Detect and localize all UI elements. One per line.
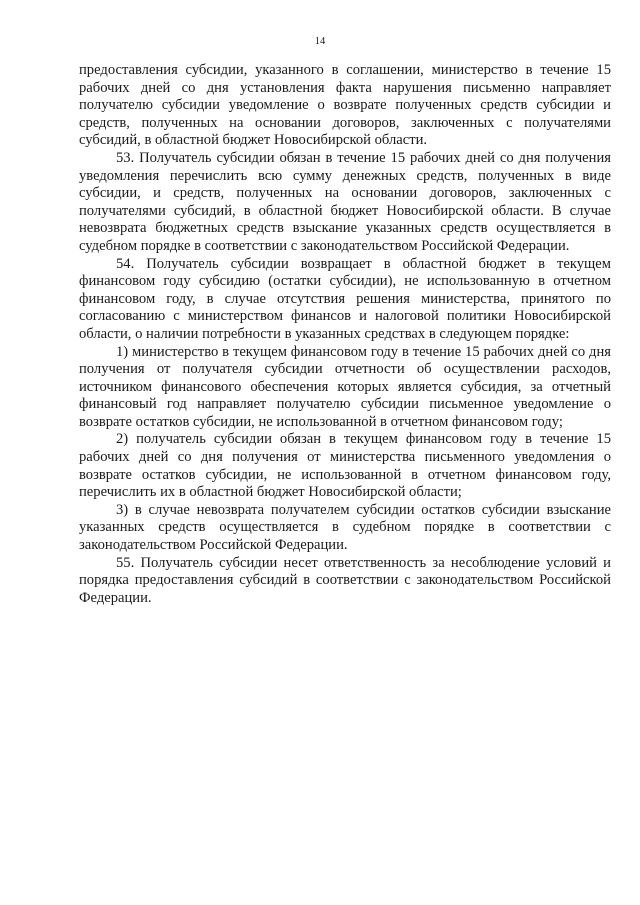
paragraph-subitem-1: 1) министерство в текущем финансовом году в течение 15 рабочих дней со дня получения от получателя субсидии отчетности об осуществлении расходов, источником финансового обеспечения которых является субсидия, за отчетный финансовый год направляет получателю субсидии письменное уведомление о возврате остатков субсидии, не использованной в отчетном финансовом году; xyxy=(79,343,611,430)
page-number: 14 xyxy=(314,36,326,47)
paragraph-subitem-2: 2) получатель субсидии обязан в текущем финансовом году в течение 15 рабочих дней со дня получения от министерства письменного уведомления о возврате остатков субсидии, не использованной в отчетном финансовом году, перечислить их в областной бюджет Новосибирской области; xyxy=(79,431,611,501)
paragraph-item-55: 55. Получатель субсидии несет ответственность за несоблюдение условий и порядка предоставления субсидий в соответствии с законодательством Российской Федерации. xyxy=(79,554,611,606)
paragraph-item-53: 53. Получатель субсидии обязан в течение 15 рабочих дней со дня получения уведомления перечислить всю сумму денежных средств, полученных в виде субсидии, и средств, полученных на основании договоров, заключенных с получателями субсидий, в областной бюджет Новосибирской области. В случае невозврата бюджетных средств взыскание указанных средств осуществляется в судебном порядке в соответствии с законодательством Российской Федерации. xyxy=(79,149,611,254)
paragraph-subitem-3: 3) в случае невозврата получателем субсидии остатков субсидии взыскание указанных средств осуществляется в судебном порядке в соответствии с законодательством Российской Федерации. xyxy=(79,501,611,554)
document-body xyxy=(79,62,611,607)
paragraph-item-54: 54. Получатель субсидии возвращает в областной бюджет в текущем финансовом году субсидию (остатки субсидии), не использованную в отчетном финансовом году, в случае отсутствия решения министерства, принятого по согласованию с министерством финансов и налоговой политики Новосибирской области, о наличии потребности в указанных средствах в следующем порядке: xyxy=(79,255,611,342)
paragraph-continuation: предоставления субсидии, указанного в соглашении, министерство в течение 15 рабочих дней со дня установления факта нарушения письменно направляет получателю субсидии уведомление о возврате полученных средств субсидии и средств, полученных на основании договоров, заключенных с получателями субсидий, в областной бюджет Новосибирской области. xyxy=(79,62,611,149)
